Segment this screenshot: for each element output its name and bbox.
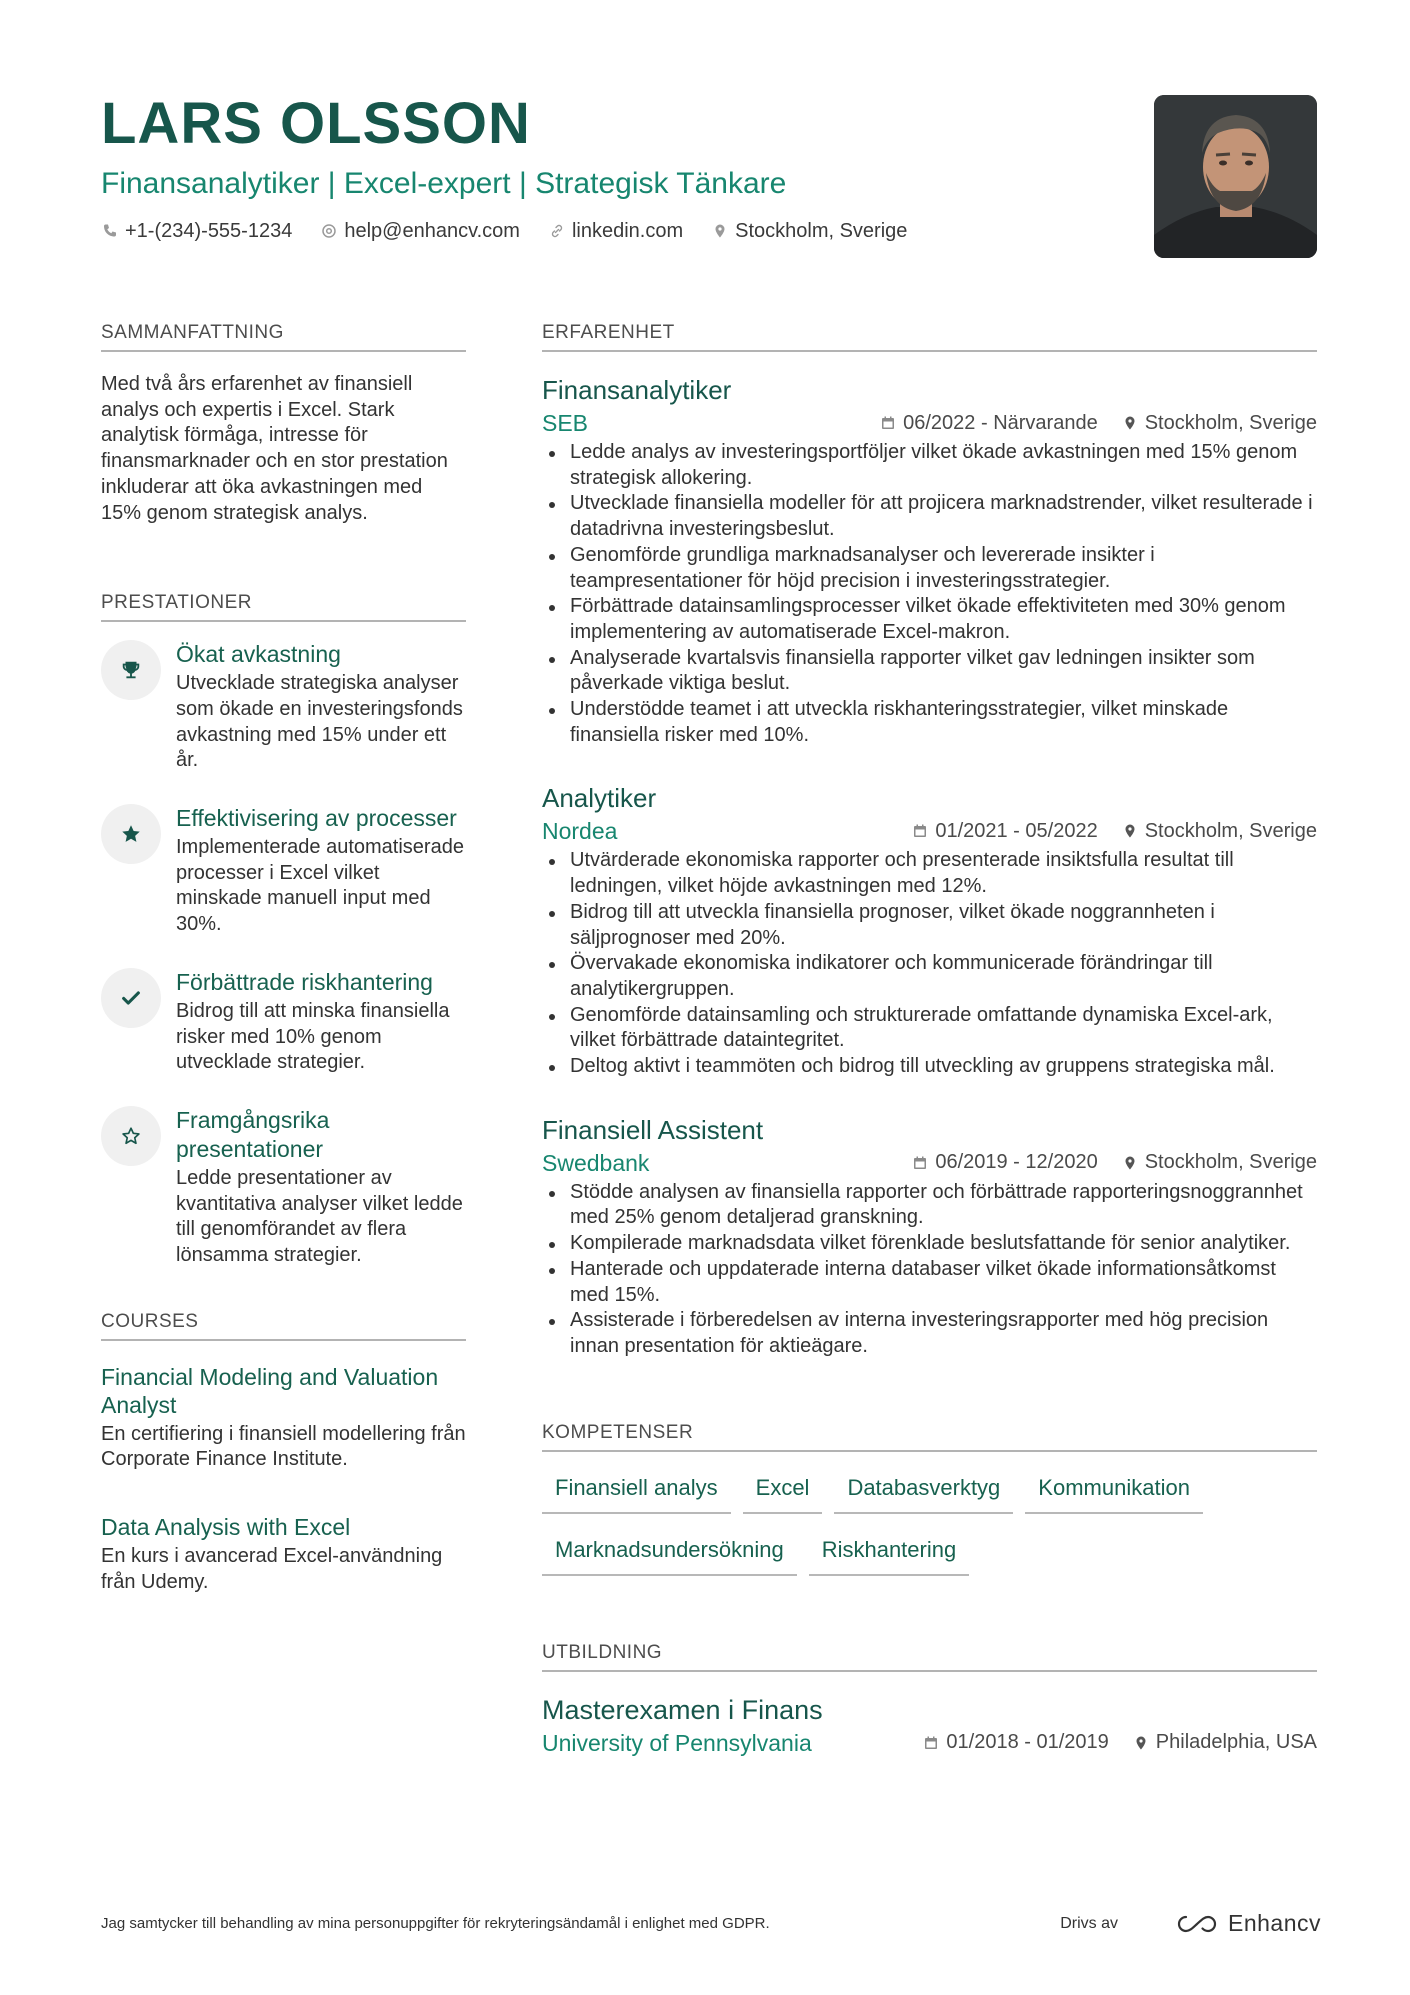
- courses-heading: COURSES: [101, 1311, 466, 1341]
- job-bullets: [542, 1180, 1317, 1360]
- job-company: Swedbank: [542, 1149, 650, 1176]
- job-location: [1122, 1151, 1317, 1174]
- job-meta-details: [888, 820, 1317, 843]
- location-pin-icon: [1122, 415, 1138, 431]
- job-entry: [542, 1114, 1317, 1360]
- job-bullet: Genomförde datainsamling och strukturerade omfattande dynamiska Excel-ark, vilket förbättrade dataintegritet.: [542, 1003, 1317, 1054]
- job-dates: [880, 412, 1098, 435]
- job-title: Analytiker: [542, 783, 657, 814]
- job-dates-text: 06/2022 - Närvarande: [903, 411, 1098, 434]
- location-pin-icon: [1133, 1735, 1149, 1751]
- education-location-text: Philadelphia, USA: [1155, 1731, 1317, 1754]
- job-title: Finansanalytiker: [542, 375, 732, 405]
- course-desc: En kurs i avancerad Excel-användning från Udemy.: [101, 1545, 443, 1593]
- location-pin-icon: [1122, 823, 1138, 839]
- education-section: [542, 1642, 1317, 1757]
- right-column: [542, 322, 1317, 1757]
- enhancv-logo[interactable]: [1174, 1910, 1321, 1937]
- star-outline-icon: [101, 1106, 161, 1166]
- achievement-item: [101, 1106, 466, 1269]
- contact-phone: [101, 218, 292, 244]
- skill-tag: Kommunikation: [1025, 1470, 1203, 1514]
- job-title: Finansiell Assistent: [542, 1114, 764, 1145]
- job-entry: [542, 782, 1317, 1079]
- education-meta-details: [899, 1731, 1317, 1754]
- profile-photo: [1154, 95, 1317, 258]
- achievements-section: [101, 592, 466, 1269]
- footer: [101, 1910, 1321, 1937]
- phone-icon: [101, 222, 119, 240]
- contact-email: [320, 218, 520, 244]
- contact-linkedin: [548, 218, 683, 244]
- course-item: [101, 1363, 466, 1473]
- experience-heading: ERFARENHET: [542, 322, 1317, 352]
- job-meta: [542, 409, 1317, 437]
- link-icon: [548, 222, 566, 240]
- education-dates: [923, 1731, 1108, 1754]
- contact-location: [711, 218, 907, 244]
- job-company: Nordea: [542, 818, 618, 845]
- check-icon: [101, 968, 161, 1028]
- education-heading: UTBILDNING: [542, 1642, 1317, 1672]
- calendar-icon: [912, 823, 928, 839]
- course-title: Financial Modeling and Valuation Analyst: [101, 1363, 439, 1418]
- star-icon: [101, 804, 161, 864]
- job-bullet: Stödde analysen av finansiella rapporter och förbättrade rapporteringsnoggrannhet med 25% genom detaljerad granskning.: [542, 1180, 1317, 1231]
- achievement-item: [101, 968, 466, 1076]
- powered-by-label: Drivs av: [1060, 1914, 1118, 1932]
- gdpr-consent: Jag samtycker till behandling av mina personuppgifter för rekryteringsändamål i enlighet med GDPR.: [101, 1915, 770, 1932]
- job-meta: [542, 817, 1317, 845]
- achievement-title: Framgångsrika presentationer: [176, 1106, 330, 1162]
- job-location-text: Stockholm, Sverige: [1144, 1151, 1317, 1174]
- job-bullet: Genomförde grundliga marknadsanalyser och levererade insikter i teampresentationer för höjd precision i investeringsstrategier.: [542, 543, 1317, 594]
- skill-tag: Excel: [743, 1470, 823, 1514]
- skills-section: [542, 1422, 1317, 1594]
- education-dates-text: 01/2018 - 01/2019: [946, 1731, 1109, 1754]
- job-bullet: Övervakade ekonomiska indikatorer och kommunicerade förändringar till analytikergruppen.: [542, 951, 1317, 1002]
- job-bullet: Deltog aktivt i teammöten och bidrog till utveckling av gruppens strategiska mål.: [542, 1054, 1317, 1080]
- job-bullet: Förbättrade datainsamlingsprocesser vilket ökade effektiviteten med 30% genom implementering av automatiserade Excel-makron.: [542, 594, 1317, 645]
- location-pin-icon: [711, 222, 729, 240]
- resume-header: [101, 92, 1321, 244]
- job-meta-details: [856, 412, 1317, 435]
- job-bullet: Hanterade och uppdaterade interna databaser vilket ökade informationsåtkomst med 15%.: [542, 1257, 1317, 1308]
- achievement-title: Ökat avkastning: [176, 641, 341, 668]
- skill-tag: Finansiell analys: [542, 1470, 731, 1514]
- achievement-desc: Implementerade automatiserade processer i Excel vilket minskade manuell input med 30%.: [176, 836, 464, 936]
- calendar-icon: [912, 1155, 928, 1171]
- achievement-desc: Ledde presentationer av kvantitativa analyser vilket ledde till genomförandet av flera lönsamma strategier.: [176, 1166, 463, 1267]
- skills-heading: KOMPETENSER: [542, 1422, 1317, 1452]
- course-item: [101, 1513, 466, 1595]
- job-dates: [912, 1151, 1097, 1174]
- summary-text: Med två års erfarenhet av finansiell analys och expertis i Excel. Stark analytisk förmåga, intresse för finansmarknader och en stor prestation inkluderar att öka avkastningen med 15% genom strategisk analys.: [101, 373, 448, 524]
- summary-heading: SAMMANFATTNING: [101, 322, 466, 352]
- job-bullet: Bidrog till att utveckla finansiella prognoser, vilket ökade noggrannheten i säljprognoser med 20%.: [542, 900, 1317, 951]
- calendar-icon: [923, 1735, 939, 1751]
- achievement-title: Förbättrade riskhantering: [176, 968, 433, 995]
- portrait-image: [1154, 95, 1317, 258]
- achievement-desc: Bidrog till att minska finansiella risker med 10% genom utvecklade strategier.: [176, 999, 450, 1074]
- job-dates: [912, 820, 1097, 843]
- education-school: University of Pennsylvania: [542, 1729, 812, 1756]
- email-text[interactable]: help@enhancv.com: [344, 220, 520, 242]
- job-bullet: Kompilerade marknadsdata vilket förenklade beslutsfattande för senior analytiker.: [542, 1231, 1317, 1257]
- achievements-list: [101, 640, 466, 1269]
- skill-tag: Marknadsundersökning: [542, 1532, 797, 1576]
- job-company: SEB: [542, 410, 589, 436]
- course-title: Data Analysis with Excel: [101, 1514, 351, 1541]
- job-bullets: [542, 440, 1317, 748]
- courses-section: [101, 1311, 466, 1596]
- linkedin-text[interactable]: linkedin.com: [571, 220, 684, 242]
- job-location-text: Stockholm, Sverige: [1144, 411, 1317, 434]
- job-meta-details: [888, 1151, 1317, 1174]
- job-entry: [542, 374, 1317, 748]
- job-bullet: Understödde teamet i att utveckla riskhanteringsstrategier, vilket minskade finansiella risker med 10%.: [542, 697, 1317, 748]
- location-text: Stockholm, Sverige: [735, 220, 908, 242]
- achievement-desc: Utvecklade strategiska analyser som ökade en investeringsfonds avkastning med 15% under ett år.: [176, 672, 463, 772]
- job-bullet: Utvärderade ekonomiska rapporter och presenterade insiktsfulla resultat till ledningen, vilket höjde avkastningen med 12%.: [542, 848, 1317, 899]
- job-location: [1122, 412, 1317, 435]
- job-location-text: Stockholm, Sverige: [1144, 819, 1317, 842]
- brand-name: Enhancv: [1227, 1910, 1321, 1936]
- skill-tag: Riskhantering: [809, 1532, 970, 1576]
- location-pin-icon: [1122, 1155, 1138, 1171]
- infinity-icon: [1174, 1912, 1220, 1936]
- job-bullet: Assisterade i förberedelsen av interna investeringsrapporter med hög precision innan presentation för aktieägare.: [542, 1308, 1317, 1359]
- skill-tag: Databasverktyg: [834, 1470, 1013, 1514]
- achievement-item: [101, 640, 466, 774]
- education-meta: [542, 1729, 1317, 1757]
- course-desc: En certifiering i finansiell modellering från Corporate Finance Institute.: [101, 1422, 466, 1471]
- education-location: [1133, 1731, 1317, 1754]
- phone-text[interactable]: +1-(234)-555-1234: [125, 220, 293, 242]
- job-location: [1122, 820, 1317, 843]
- achievements-heading: PRESTATIONER: [101, 592, 466, 622]
- achievement-item: [101, 804, 466, 938]
- job-bullet: Analyserade kvartalsvis finansiella rapporter vilket gav ledningen insikter som påverkade viktiga beslut.: [542, 646, 1317, 697]
- candidate-name: LARS OLSSON: [101, 91, 531, 156]
- contact-bar: [101, 218, 1321, 244]
- achievement-title: Effektivisering av processer: [176, 805, 457, 832]
- candidate-headline: Finansanalytiker | Excel-expert | Strategisk Tänkare: [101, 167, 787, 200]
- job-meta: [542, 1149, 1317, 1177]
- summary-section: [101, 322, 466, 526]
- education-degree: Masterexamen i Finans: [542, 1694, 823, 1725]
- at-icon: [320, 222, 338, 240]
- experience-section: [542, 322, 1317, 1360]
- job-dates-text: 01/2021 - 05/2022: [935, 819, 1098, 842]
- job-bullet: Utvecklade finansiella modeller för att projicera marknadstrender, vilket resulterade i datadrivna investeringsbeslut.: [542, 491, 1317, 542]
- job-dates-text: 06/2019 - 12/2020: [935, 1151, 1098, 1174]
- job-bullets: [542, 848, 1317, 1079]
- skills-list: [542, 1470, 1317, 1594]
- job-bullet: Ledde analys av investeringsportföljer vilket ökade avkastningen med 15% genom strategisk allokering.: [542, 440, 1317, 491]
- trophy-icon: [101, 640, 161, 700]
- calendar-icon: [880, 415, 896, 431]
- left-column: [101, 322, 466, 1596]
